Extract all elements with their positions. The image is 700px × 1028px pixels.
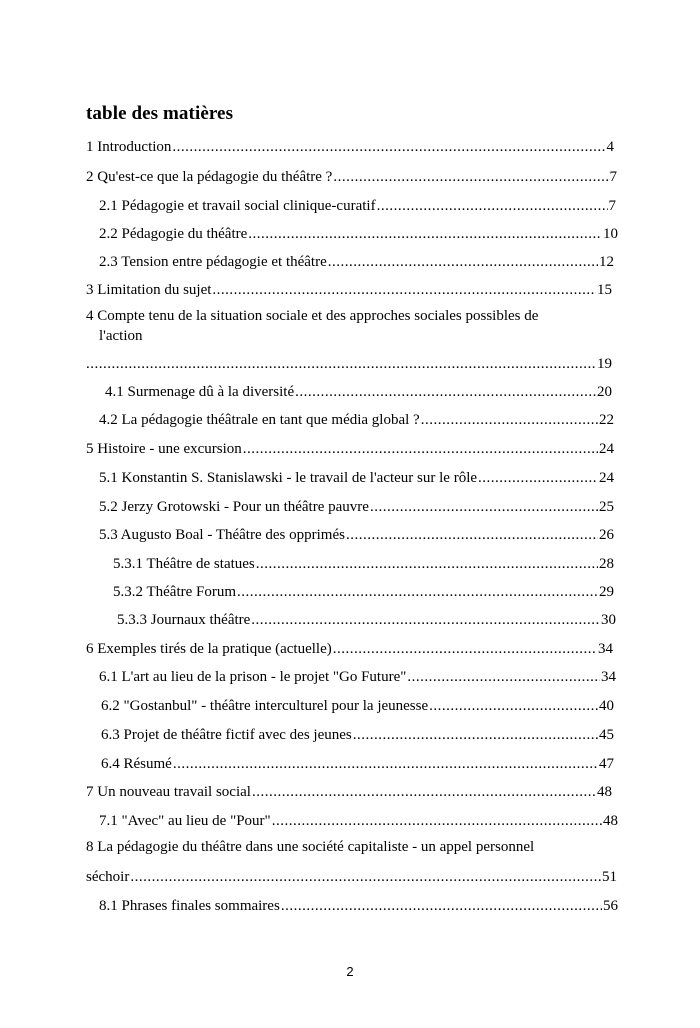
toc-entry-page: 26 <box>599 527 614 543</box>
toc-entry-page: 40 <box>599 698 614 714</box>
toc-entry[interactable] <box>101 755 614 773</box>
dot-leader <box>295 383 596 401</box>
dot-leader <box>272 812 602 830</box>
toc-entry[interactable] <box>99 897 618 915</box>
toc-entry-page: 34 <box>598 641 613 657</box>
toc-entry[interactable] <box>113 555 614 573</box>
toc-entry-page: 19 <box>597 356 612 372</box>
toc-entry-page: 48 <box>603 813 618 829</box>
toc-entry-label: 7.1 "Avec" au lieu de "Pour" <box>99 813 271 829</box>
toc-entry-page: 47 <box>599 756 614 772</box>
toc-entry[interactable] <box>113 583 614 601</box>
toc-entry[interactable] <box>86 138 614 156</box>
toc-entry-page: 24 <box>599 441 614 457</box>
dot-leader <box>252 783 596 801</box>
dot-leader <box>237 583 598 601</box>
toc-entry-page: 20 <box>597 384 612 400</box>
toc-entry-page: 10 <box>603 226 618 242</box>
toc-entry[interactable] <box>86 640 613 658</box>
dot-leader <box>478 469 598 487</box>
toc-entry-page: 24 <box>599 470 614 486</box>
toc-entry-label: 6.3 Projet de théâtre fictif avec des jeunes <box>101 727 352 743</box>
toc-entry-label: 5.3 Augusto Boal - Théâtre des opprimés <box>99 527 345 543</box>
toc-entry-label: séchoir <box>86 869 130 885</box>
toc-entry[interactable] <box>99 812 618 830</box>
dot-leader <box>328 253 598 271</box>
toc-entry[interactable] <box>101 726 614 744</box>
toc-entry-label: 6 Exemples tirés de la pratique (actuelle) <box>86 641 332 657</box>
dot-leader <box>377 197 608 215</box>
toc-entry[interactable] <box>99 498 614 516</box>
toc-entry-label: 2.1 Pédagogie et travail social clinique-curatif <box>99 198 376 214</box>
dot-leader <box>130 868 601 886</box>
dot-leader <box>172 138 605 156</box>
toc-entry-label: 5.2 Jerzy Grotowski - Pour un théâtre pauvre <box>99 499 369 515</box>
toc-title: table des matières <box>86 103 234 124</box>
dot-leader <box>248 225 602 243</box>
dot-leader <box>251 611 600 629</box>
toc-entry-label-line1: 4 Compte tenu de la situation sociale et des approches sociales possibles de <box>86 308 539 324</box>
toc-entry[interactable] <box>99 469 614 487</box>
toc-entry-label: 4.1 Surmenage dû à la diversité <box>105 384 295 400</box>
toc-entry-label: 5.3.2 Théâtre Forum <box>113 584 237 600</box>
toc-entry-label: 5 Histoire - une excursion <box>86 441 242 457</box>
toc-entry-page: 48 <box>597 784 612 800</box>
toc-entry[interactable] <box>86 281 612 299</box>
toc-entry-label: 7 Un nouveau travail social <box>86 784 251 800</box>
dot-leader <box>353 726 598 744</box>
dot-leader <box>212 281 596 299</box>
dot-leader <box>281 897 602 915</box>
toc-entry[interactable] <box>117 611 616 629</box>
toc-entry-page: 15 <box>597 282 612 298</box>
toc-entry-page: 25 <box>599 499 614 515</box>
toc-entry-label: 6.4 Résumé <box>101 756 172 772</box>
toc-entry[interactable] <box>86 440 614 458</box>
toc-entry[interactable] <box>86 168 617 186</box>
toc-entry-page: 34 <box>601 669 616 685</box>
toc-entry[interactable] <box>99 225 618 243</box>
toc-entry-label: 1 Introduction <box>86 139 172 155</box>
toc-entry-label: 8.1 Phrases finales sommaires <box>99 898 280 914</box>
toc-entry[interactable] <box>99 411 614 429</box>
dot-leader <box>243 440 598 458</box>
dot-leader <box>256 555 598 573</box>
toc-entry-page: 30 <box>601 612 616 628</box>
toc-entry[interactable] <box>99 668 616 686</box>
dot-leader <box>421 411 598 429</box>
toc-entry-label: 5.3.1 Théâtre de statues <box>113 556 255 572</box>
toc-entry[interactable] <box>86 355 612 373</box>
toc-entry-label: 3 Limitation du sujet <box>86 282 212 298</box>
toc-entry[interactable] <box>101 697 614 715</box>
toc-entry-label: 6.1 L'art au lieu de la prison - le projet "Go Future" <box>99 669 407 685</box>
toc-entry-label-line2: l'action <box>99 328 143 344</box>
toc-entry-page: 56 <box>603 898 618 914</box>
toc-entry-page: 4 <box>606 139 614 155</box>
dot-leader <box>346 526 598 544</box>
toc-entry[interactable] <box>99 253 614 271</box>
toc-entry-page: 12 <box>599 254 614 270</box>
dot-leader <box>333 168 608 186</box>
toc-entry-page: 29 <box>599 584 614 600</box>
dot-leader <box>333 640 597 658</box>
toc-entry[interactable] <box>99 197 616 215</box>
dot-leader <box>370 498 598 516</box>
toc-entry-label: 2.2 Pédagogie du théâtre <box>99 226 248 242</box>
toc-entry-label: 5.3.3 Journaux théâtre <box>117 612 251 628</box>
toc-entry-label: 2 Qu'est-ce que la pédagogie du théâtre ? <box>86 169 333 185</box>
dot-leader <box>86 355 596 373</box>
toc-entry-page: 45 <box>599 727 614 743</box>
toc-entry[interactable] <box>99 526 614 544</box>
toc-entry[interactable] <box>105 383 612 401</box>
toc-entry[interactable] <box>86 783 612 801</box>
dot-leader <box>173 755 598 773</box>
toc-entry-page: 22 <box>599 412 614 428</box>
toc-entry-page: 51 <box>602 869 617 885</box>
toc-entry-label: 6.2 "Gostanbul" - théâtre interculturel pour la jeunesse <box>101 698 429 714</box>
toc-entry[interactable] <box>86 868 617 886</box>
toc-entry-label: 5.1 Konstantin S. Stanislawski - le travail de l'acteur sur le rôle <box>99 470 478 486</box>
toc-entry-label-line1: 8 La pédagogie du théâtre dans une société capitaliste - un appel personnel <box>86 839 535 855</box>
dot-leader <box>429 697 598 715</box>
page-number: 2 <box>346 964 354 979</box>
toc-entry-page: 7 <box>608 198 616 214</box>
toc-entry-label: 4.2 La pédagogie théâtrale en tant que média global ? <box>99 412 420 428</box>
dot-leader <box>407 668 600 686</box>
toc-entry-page: 7 <box>609 169 617 185</box>
toc-entry-page: 28 <box>599 556 614 572</box>
toc-entry-label: 2.3 Tension entre pédagogie et théâtre <box>99 254 327 270</box>
